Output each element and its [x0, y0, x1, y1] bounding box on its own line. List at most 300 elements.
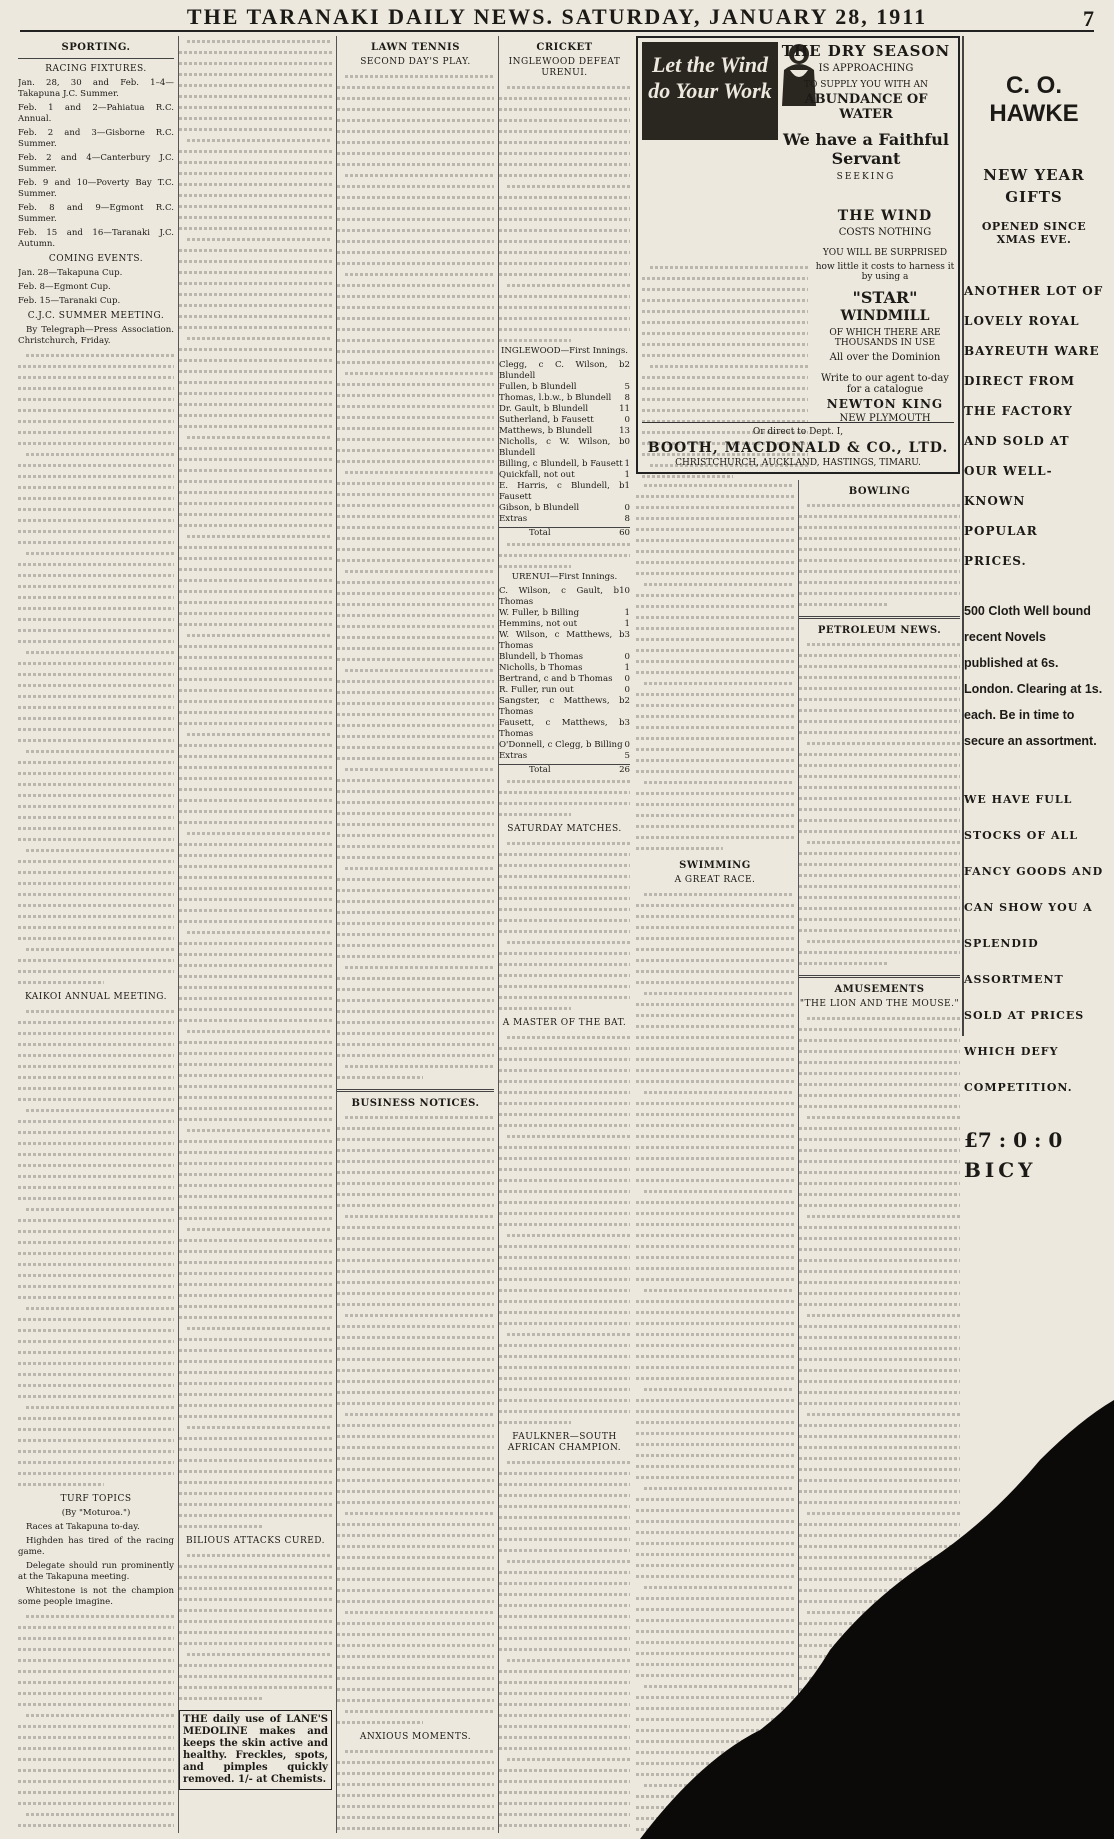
- text-line: [18, 636, 174, 647]
- text-line: [799, 1200, 960, 1211]
- text-line: [18, 878, 174, 889]
- thousands-line: OF WHICH THERE ARE THOUSANDS IN USE: [829, 328, 941, 348]
- text-line: [507, 1457, 630, 1468]
- text-line: [799, 1222, 960, 1233]
- cities-line: CHRISTCHURCH, AUCKLAND, HASTINGS, TIMARU.: [675, 458, 921, 468]
- text-line: [799, 1123, 960, 1134]
- text-line: [499, 137, 630, 148]
- runs: 2: [624, 360, 630, 370]
- text-line: [345, 566, 494, 577]
- text-line: [18, 713, 174, 724]
- text-line: [644, 1582, 794, 1593]
- runs: 1: [624, 608, 630, 618]
- text-line: [799, 1442, 960, 1453]
- scorecard-row: [499, 415, 630, 426]
- text-line: [499, 192, 630, 203]
- text-line: [799, 859, 960, 870]
- text-line: [18, 1160, 174, 1171]
- text-line: [187, 1125, 332, 1136]
- text-line: [799, 1596, 960, 1607]
- scorecard-row: [499, 751, 630, 762]
- text-line: [337, 610, 494, 621]
- text-line: [636, 1098, 794, 1109]
- text-line: [187, 333, 332, 344]
- section-heading-sporting: SPORTING.: [61, 42, 131, 53]
- text-line: [644, 1186, 794, 1197]
- text-line: [18, 416, 174, 427]
- text-line: [499, 992, 630, 1003]
- batsman: C. Wilson, c Gault, b Thomas: [499, 586, 620, 607]
- text-line: [799, 1343, 960, 1354]
- text-line: [799, 1464, 960, 1475]
- runs: 0: [624, 652, 630, 662]
- text-line: [636, 568, 794, 579]
- text-line: [499, 860, 630, 871]
- text-line: [507, 776, 630, 787]
- text-line: [337, 1790, 494, 1801]
- text-line: [337, 445, 494, 456]
- text-line: [337, 1343, 494, 1354]
- article-body: [499, 776, 630, 820]
- text-line: [807, 1706, 960, 1717]
- text-line: [337, 786, 494, 797]
- text-line: [499, 1798, 630, 1809]
- text-line: [18, 581, 174, 592]
- text-line: [499, 1710, 630, 1721]
- text-line: [18, 702, 174, 713]
- text-line: [187, 531, 332, 542]
- text-line: [799, 925, 960, 936]
- text-line: [179, 80, 332, 91]
- text-line: [18, 471, 174, 482]
- text-line: [636, 1131, 794, 1142]
- text-line: [18, 1413, 174, 1424]
- text-line: [337, 148, 494, 159]
- text-line: [337, 731, 494, 742]
- text-line: [187, 36, 332, 47]
- text-line: [644, 480, 794, 491]
- scorecard-row: [499, 619, 630, 630]
- text-line: [337, 1123, 494, 1134]
- runs: 2: [624, 696, 630, 706]
- text-line: [799, 826, 960, 837]
- text-line: [499, 1043, 630, 1054]
- text-line: [179, 553, 332, 564]
- text-line: [26, 1611, 174, 1622]
- text-line: [636, 1021, 794, 1032]
- text-line: [18, 1325, 174, 1336]
- text-line: [179, 608, 332, 619]
- text-line: [179, 1583, 332, 1594]
- text-line: [179, 982, 332, 993]
- text-line: [18, 1435, 174, 1446]
- text-line: [337, 390, 494, 401]
- text-line: [499, 1065, 630, 1076]
- text-line: [636, 1769, 794, 1780]
- text-line: [179, 993, 332, 1004]
- text-line: [345, 1310, 494, 1321]
- inglewood-innings-heading: INGLEWOOD—First Innings.: [501, 346, 628, 356]
- text-line: [807, 837, 960, 848]
- text-line: [636, 1395, 794, 1406]
- text-line: [18, 1721, 174, 1732]
- urenui-innings-heading: URENUI—First Innings.: [511, 572, 618, 582]
- text-line: [179, 1499, 332, 1510]
- text-line: [507, 1032, 630, 1043]
- text-line: [179, 212, 332, 223]
- text-line: [337, 1519, 494, 1530]
- seeking-line: SEEKING: [836, 172, 896, 182]
- text-line: [499, 1208, 630, 1219]
- text-line: [179, 1213, 332, 1224]
- divider: [799, 975, 960, 978]
- dry-season-header: [778, 42, 954, 182]
- text-line: [179, 443, 332, 454]
- batsman: W. Wilson, c Matthews, b Thomas: [499, 630, 625, 651]
- text-line: [337, 984, 494, 995]
- text-line: [642, 350, 808, 361]
- text-line: [636, 1043, 794, 1054]
- text-line: [499, 93, 630, 104]
- batsman: Matthews, b Blundell: [499, 426, 593, 436]
- text-line: [179, 1246, 332, 1257]
- bicycle-price: £7 : 0 : 0: [964, 1128, 1063, 1152]
- article-body: [18, 1006, 174, 1490]
- text-line: [337, 522, 494, 533]
- text-line: [636, 1406, 794, 1417]
- text-line: [636, 1307, 794, 1318]
- text-line: [799, 1376, 960, 1387]
- text-line: [337, 1167, 494, 1178]
- text-line: [799, 1288, 960, 1299]
- scorecard-row: [499, 740, 630, 751]
- text-line: [337, 401, 494, 412]
- text-line: [499, 1384, 630, 1395]
- text-line: [18, 933, 174, 944]
- text-line: [636, 1692, 794, 1703]
- text-line: [499, 1076, 630, 1087]
- text-line: [187, 1323, 332, 1334]
- text-line: [179, 399, 332, 410]
- scorecard-row: [499, 459, 630, 470]
- text-line: [18, 1655, 174, 1666]
- text-line: [337, 1442, 494, 1453]
- text-line: [18, 1831, 174, 1833]
- text-line: [18, 867, 174, 878]
- scorecard-row: [499, 382, 630, 393]
- text-line: [636, 612, 794, 623]
- text-line: [179, 1433, 332, 1444]
- batsman: Fullen, b Blundell: [499, 382, 577, 392]
- text-line: [345, 368, 494, 379]
- text-line: [636, 1824, 794, 1833]
- text-line: [636, 700, 794, 711]
- text-line: [499, 1120, 630, 1131]
- text-line: [18, 1149, 174, 1160]
- text-line: [18, 537, 174, 548]
- text-line: [18, 1446, 174, 1457]
- text-line: [179, 520, 332, 531]
- text-line: [636, 1747, 794, 1758]
- text-line: [179, 850, 332, 861]
- text-line: [636, 1472, 794, 1483]
- text-line: [499, 1534, 630, 1545]
- text-line: [179, 509, 332, 520]
- runs: 10: [619, 586, 630, 596]
- text-line: [337, 1464, 494, 1475]
- text-line: [499, 1054, 630, 1065]
- text-line: [799, 716, 960, 727]
- text-line: [18, 1138, 174, 1149]
- text-line: [179, 905, 332, 916]
- text-line: [799, 1079, 960, 1090]
- text-line: [799, 1189, 960, 1200]
- section-heading-amusements: AMUSEMENTS: [834, 984, 925, 995]
- column-bowling: [798, 480, 960, 1833]
- text-line: [179, 1180, 332, 1191]
- text-line: [499, 291, 630, 302]
- scorecard-total: [499, 527, 630, 539]
- text-line: [179, 806, 332, 817]
- text-line: [337, 1651, 494, 1662]
- text-line: [345, 269, 494, 280]
- text-line: [18, 889, 174, 900]
- text-line: [18, 1072, 174, 1083]
- text-line: [345, 1112, 494, 1123]
- text-line: [799, 533, 960, 544]
- turf-byline: (By "Moturoa."): [61, 1508, 131, 1518]
- text-line: [636, 1560, 794, 1571]
- text-line: [799, 914, 960, 925]
- text-line: [26, 1006, 174, 1017]
- text-line: [179, 1048, 332, 1059]
- text-line: [337, 874, 494, 885]
- fixture-item: Feb. 1 and 2—Pahiatua R.C. Annual.: [18, 103, 174, 124]
- text-line: [636, 1549, 794, 1560]
- text-line: [499, 1776, 630, 1787]
- text-line: [636, 1802, 794, 1813]
- text-line: [18, 614, 174, 625]
- text-line: [18, 1776, 174, 1787]
- text-line: [799, 1420, 960, 1431]
- text-line: [337, 1288, 494, 1299]
- text-line: [636, 557, 794, 568]
- text-line: [179, 289, 332, 300]
- text-line: [499, 1307, 630, 1318]
- text-line: [636, 1791, 794, 1802]
- text-line: [179, 410, 332, 421]
- dry-season-advertisement: [636, 36, 960, 474]
- text-line: [18, 1314, 174, 1325]
- text-line: [799, 588, 960, 599]
- text-line: [18, 856, 174, 867]
- text-line: [499, 148, 630, 159]
- text-line: [179, 1605, 332, 1616]
- batsman: Billing, c Blundell, b Fausett: [499, 459, 623, 469]
- text-line: [799, 1178, 960, 1189]
- text-line: [18, 394, 174, 405]
- text-line: [179, 1389, 332, 1400]
- text-line: [799, 1365, 960, 1376]
- text-line: [179, 1444, 332, 1455]
- text-line: [337, 1684, 494, 1695]
- windmill-pitch: [814, 208, 956, 424]
- text-line: [636, 1065, 794, 1076]
- text-line: [337, 720, 494, 731]
- text-line: [337, 280, 494, 291]
- article-body: [799, 500, 960, 610]
- text-line: [18, 1358, 174, 1369]
- text-line: [337, 1134, 494, 1145]
- text-line: [499, 1340, 630, 1351]
- text-line: [507, 937, 630, 948]
- text-line: [337, 577, 494, 588]
- text-line: [345, 764, 494, 775]
- text-line: [642, 339, 808, 350]
- text-line: [499, 1219, 630, 1230]
- text-line: [337, 1431, 494, 1442]
- text-line: [18, 504, 174, 515]
- batsman: Blundell, b Thomas: [499, 652, 584, 662]
- text-line: [337, 1486, 494, 1497]
- text-line: [18, 735, 174, 746]
- batsman: E. Harris, c Blundell, b Fausett: [499, 481, 625, 502]
- text-line: [179, 168, 332, 179]
- runs: 1: [624, 481, 630, 491]
- text-line: [179, 47, 332, 58]
- all-over-line: All over the Dominion: [829, 352, 941, 363]
- text-line: [499, 170, 630, 181]
- text-line: [179, 652, 332, 663]
- text-line: [799, 760, 960, 771]
- runs: 0: [624, 415, 630, 425]
- text-line: [499, 1622, 630, 1633]
- text-line: [499, 247, 630, 258]
- text-line: [636, 755, 794, 766]
- text-line: [499, 561, 571, 572]
- text-line: [18, 592, 174, 603]
- column-cricket: [498, 36, 630, 1833]
- text-line: [499, 302, 630, 313]
- text-line: [337, 181, 494, 192]
- text-line: [337, 1563, 494, 1574]
- text-line: [337, 1497, 494, 1508]
- text-line: [18, 1017, 174, 1028]
- text-line: [179, 762, 332, 773]
- text-line: [337, 214, 494, 225]
- text-line: [799, 749, 960, 760]
- text-line: [499, 1765, 630, 1776]
- text-line: [499, 1274, 630, 1285]
- text-line: [337, 1156, 494, 1167]
- text-line: [499, 1468, 630, 1479]
- text-line: [807, 936, 960, 947]
- text-line: [187, 1550, 332, 1561]
- text-line: [179, 1191, 332, 1202]
- text-line: [18, 1644, 174, 1655]
- scorecard-row: [499, 652, 630, 663]
- text-line: [636, 1516, 794, 1527]
- text-line: [337, 126, 494, 137]
- text-line: [799, 771, 960, 782]
- text-line: [337, 654, 494, 665]
- text-line: [642, 394, 808, 405]
- text-line: [18, 911, 174, 922]
- cjc-byline: By Telegraph—Press Association. Christchurch, Friday.: [18, 325, 174, 346]
- text-line: [337, 1222, 494, 1233]
- text-line: [636, 656, 794, 667]
- text-line: [499, 1578, 630, 1589]
- text-line: [187, 432, 332, 443]
- text-line: [499, 1688, 630, 1699]
- text-line: [337, 1072, 423, 1083]
- text-line: [337, 225, 494, 236]
- text-line: [345, 71, 494, 82]
- text-line: [179, 817, 332, 828]
- total-runs: 60: [619, 528, 630, 538]
- text-line: [499, 926, 630, 937]
- text-line: [799, 804, 960, 815]
- text-line: [337, 588, 494, 599]
- text-line: [507, 539, 630, 550]
- text-line: [507, 82, 630, 93]
- text-line: [337, 929, 494, 940]
- text-line: [337, 1640, 494, 1651]
- the-wind-line: THE WIND: [837, 208, 933, 224]
- runs: 5: [624, 382, 630, 392]
- text-line: [337, 203, 494, 214]
- text-line: [179, 223, 332, 234]
- text-line: [337, 1662, 494, 1673]
- fixture-item: Feb. 8 and 9—Egmont R.C. Summer.: [18, 203, 174, 224]
- text-line: [644, 1087, 794, 1098]
- masthead-title: THE TARANAKI DAILY NEWS. SATURDAY, JANUARY 28, 1911: [186, 4, 928, 29]
- text-line: [337, 1757, 494, 1768]
- text-line: [18, 1743, 174, 1754]
- text-line: [636, 1626, 794, 1637]
- text-line: [499, 1589, 630, 1600]
- batsman: Dr. Gault, b Blundell: [499, 404, 589, 414]
- text-line: [499, 1600, 630, 1611]
- text-line: [499, 550, 630, 561]
- text-line: [337, 1420, 494, 1431]
- text-line: [636, 1637, 794, 1648]
- text-line: [337, 852, 494, 863]
- turf-paragraph: Delegate should run prominently at the Takapuna meeting.: [18, 1561, 174, 1582]
- text-line: [499, 1362, 630, 1373]
- text-line: [18, 1666, 174, 1677]
- inglewood-scorecard: [499, 360, 630, 539]
- scorecard-row: [499, 685, 630, 696]
- text-line: [644, 777, 794, 788]
- text-line: [18, 1732, 174, 1743]
- text-line: [179, 256, 332, 267]
- text-line: [179, 1367, 332, 1378]
- text-line: [18, 1270, 174, 1281]
- text-line: [337, 1618, 494, 1629]
- text-line: [179, 69, 332, 80]
- article-body: [636, 480, 794, 854]
- text-line: [636, 722, 794, 733]
- text-line: [18, 1050, 174, 1061]
- runs: 11: [619, 404, 630, 414]
- text-line: [337, 1321, 494, 1332]
- scorecard-row: [499, 514, 630, 525]
- text-line: [337, 412, 494, 423]
- text-line: [799, 694, 960, 705]
- text-line: [18, 966, 174, 977]
- text-line: [499, 1743, 630, 1754]
